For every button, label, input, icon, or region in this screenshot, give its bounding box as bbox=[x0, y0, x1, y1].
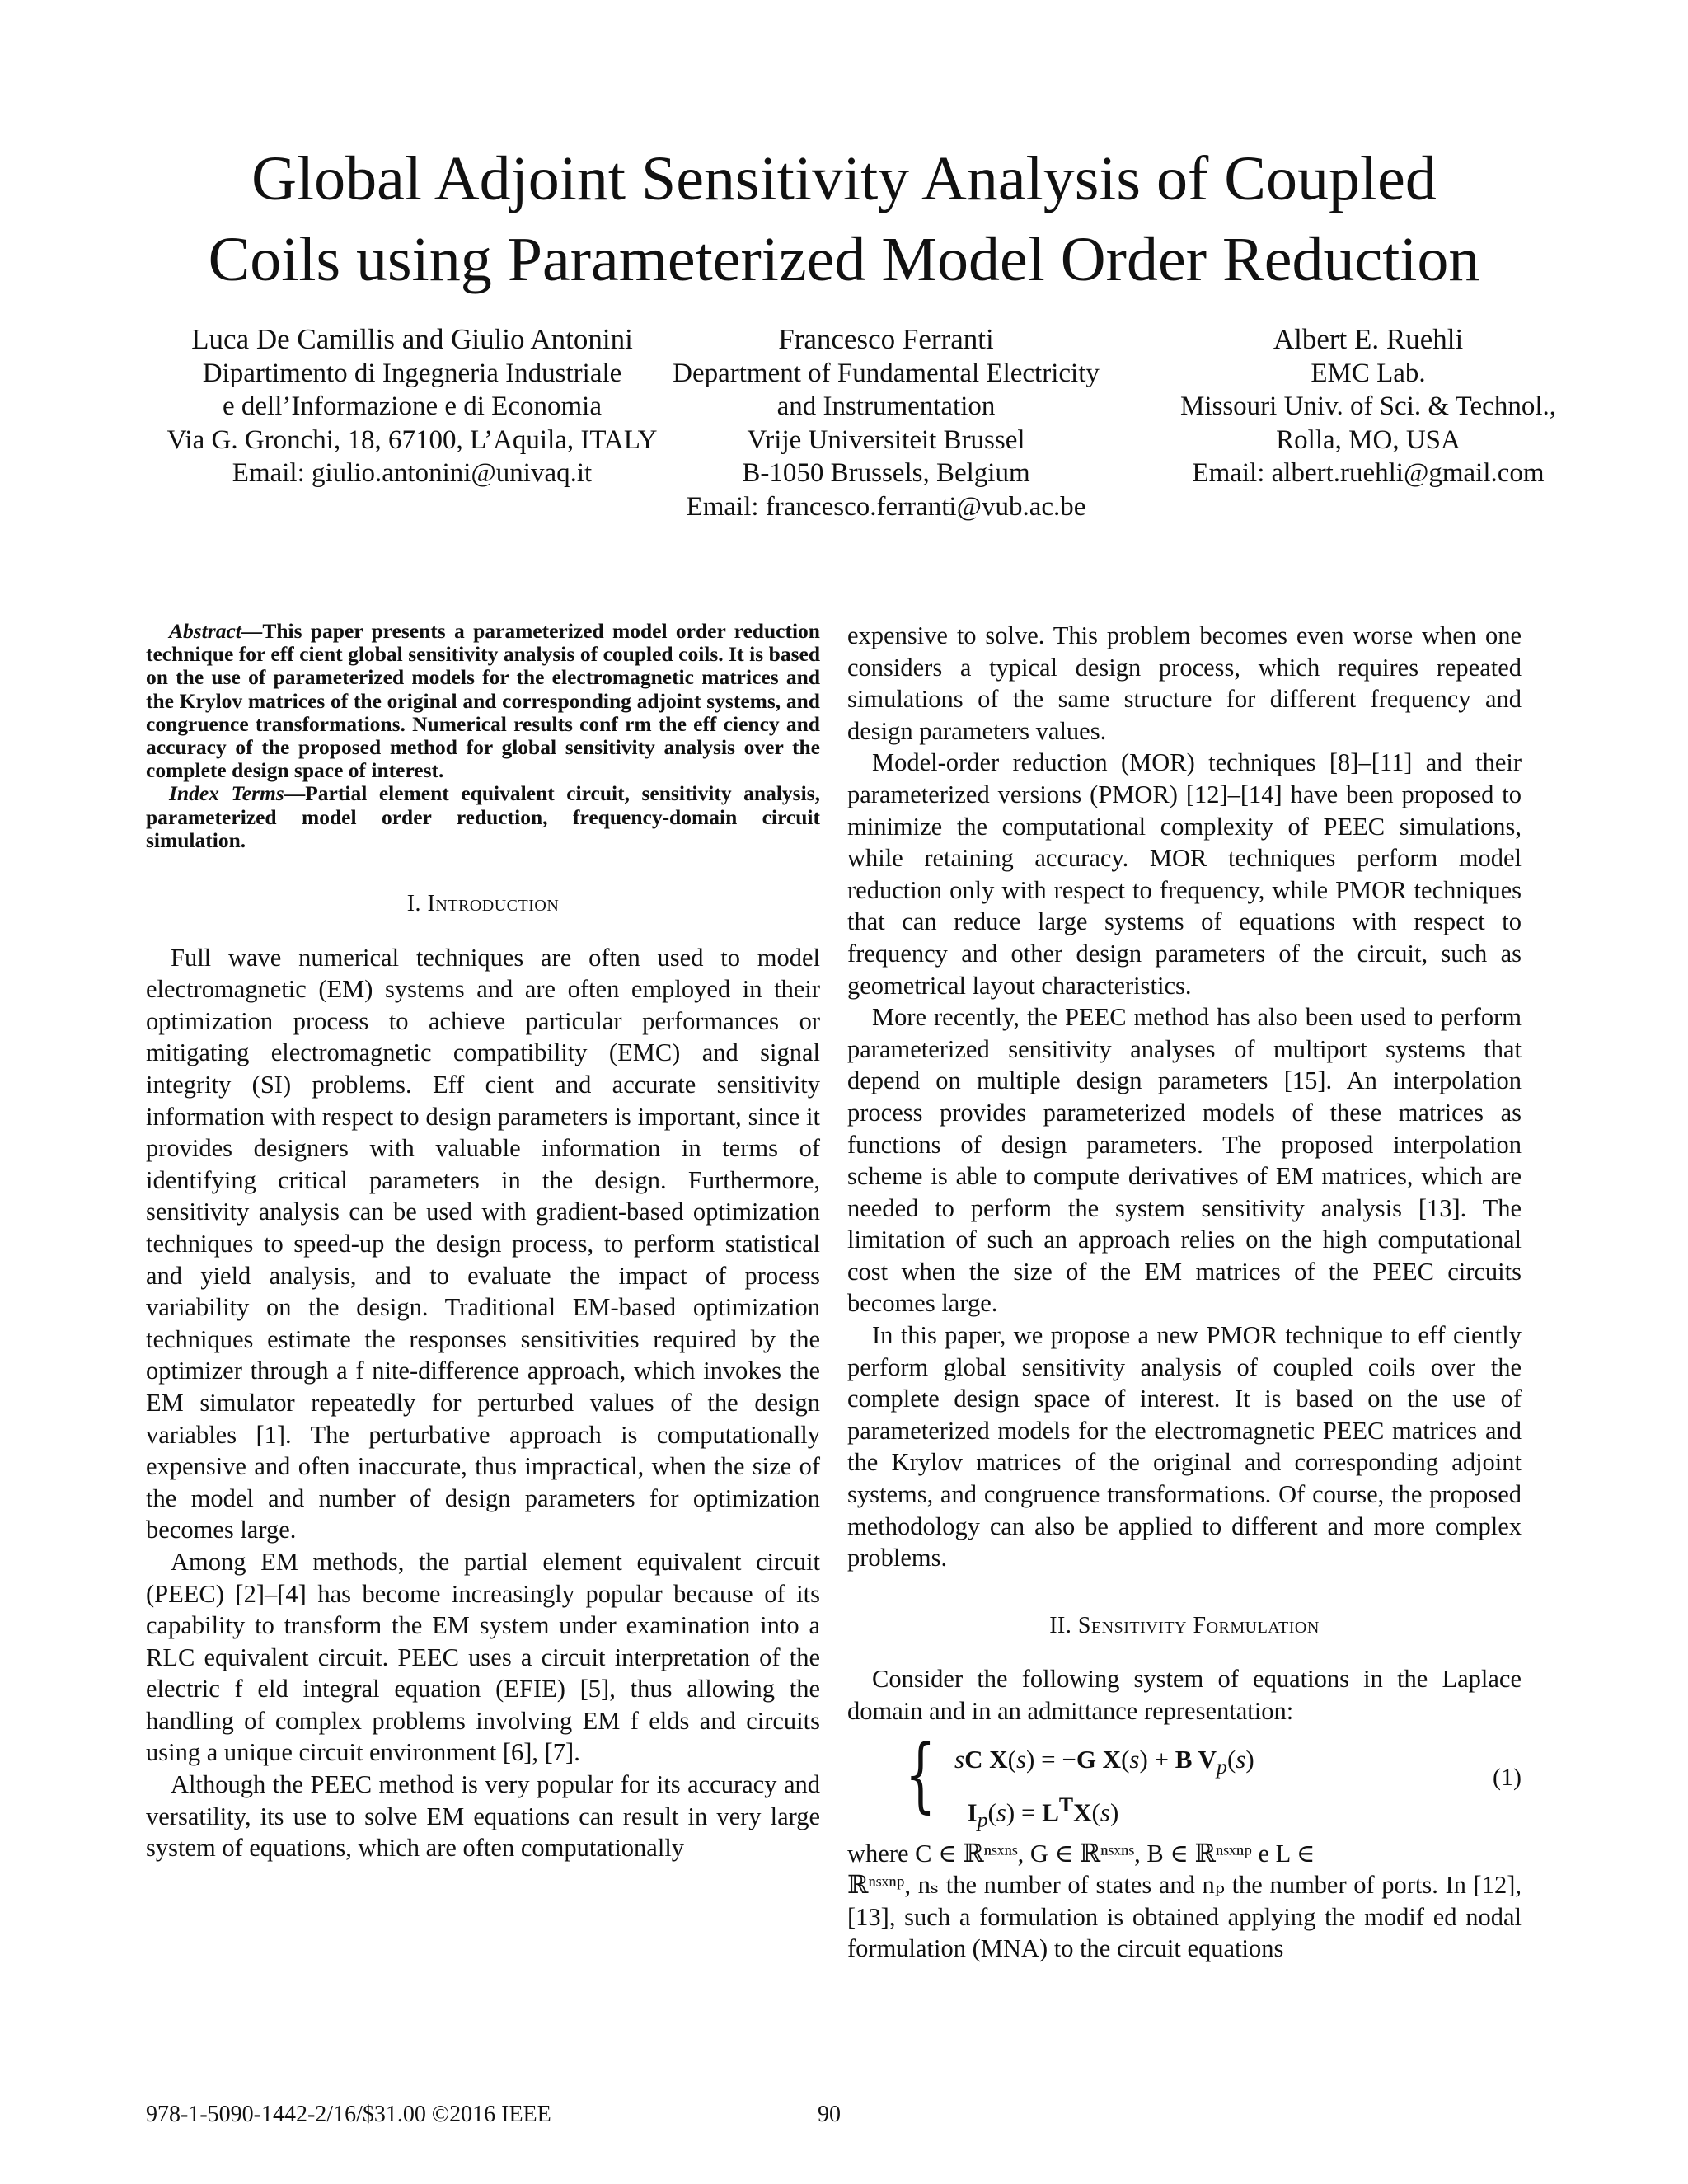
after-equation-line-1: where C ∈ ℝⁿˢˣⁿˢ, G ∈ ℝⁿˢˣⁿˢ, B ∈ ℝⁿˢˣⁿᵖ e L ∈ bbox=[847, 1839, 1315, 1868]
author-address: Rolla, MO, USA bbox=[1276, 424, 1461, 455]
intro-paragraph-5: More recently, the PEEC method has also been used to perform parameterized sensitivity analyses of multiport systems that depend on multiple design parameters [15]. An interpolation process provides parameterized models of these matrices as functions of design parameters. The proposed interpolation scheme is able to compute derivatives of EM matrices, which are needed to perform the system sensitivity analysis [13]. The limitation of such an approach relies on the high computational cost when the size of the EM matrices of the PEEC circuits becomes large. bbox=[847, 1003, 1522, 1318]
equation-number: (1) bbox=[1493, 1763, 1522, 1791]
author-affiliation: and Instrumentation bbox=[776, 391, 996, 421]
abstract-text: This paper presents a parameterized model order reduction technique for eff cient global sensitivity analysis of coupled coils. It is based on the use of parameterized models for the electromagnetic matrices and the Krylov matrices of the original and corresponding adjoint systems, and congruence transformations. Numerical results conf rm the eff ciency and accuracy of the proposed method for global sensitivity analysis over the complete design space of interest. bbox=[146, 619, 820, 783]
intro-paragraph-3-cont: expensive to solve. This problem becomes even worse when one considers a typical design process, which requires repeated simulations of the same structure for different frequency and design parameters values. bbox=[847, 621, 1522, 745]
title-line-2: Coils using Parameterized Model Order Reduction bbox=[208, 225, 1480, 294]
index-terms-text: —Partial element equivalent circuit, sensitivity analysis, parameterized model order reduction, frequency-domain circuit simulation. bbox=[146, 781, 820, 852]
section-heading-introduction bbox=[146, 888, 820, 921]
author-name: Albert E. Ruehli bbox=[1273, 323, 1464, 355]
index-terms bbox=[146, 782, 820, 852]
intro-paragraph-3: Although the PEEC method is very popular for its accuracy and versatility, its use to solve EM equations can result in very large system of equations, which are often computationally bbox=[146, 1770, 820, 1863]
footer-page-number: 90 bbox=[818, 2102, 841, 2127]
author-affiliation: Vrije Universiteit Brussel bbox=[747, 424, 1025, 455]
equation-1 bbox=[847, 1727, 1522, 1832]
right-column bbox=[847, 620, 1522, 1965]
author-affiliation: Department of Fundamental Electricity bbox=[673, 358, 1100, 388]
intro-paragraph-1: Full wave numerical techniques are often used to model electromagnetic (EM) systems and are often employed in their optimization process to achieve particular performances or mitigating electromagnetic compatibility (EMC) and signal integrity (SI) problems. Eff cient and accurate sensitivity information with respect to design parameters is important, since it provides designers with valuable information in terms of identifying critical parameters in the design. Furthermore, sensitivity analysis can be used with gradient-based optimization techniques to speed-up the design process, to perform statistical and yield analysis, and to evaluate the impact of process variability on the design. Traditional EM-based optimization techniques estimate the responses sensitivities required by the optimizer through a f nite-difference approach, which invokes the EM simulator repeatedly for perturbed values of the design variables [1]. The perturbative approach is computationally expensive and often inaccurate, thus impractical, when the size of the model and number of design parameters for optimization becomes large. bbox=[146, 943, 820, 1544]
author-block-2 bbox=[655, 323, 1117, 523]
section-numeral: I. bbox=[406, 891, 422, 917]
author-affiliation: Missouri Univ. of Sci. & Technol., bbox=[1179, 391, 1556, 421]
abstract-label: Abstract— bbox=[169, 619, 263, 643]
author-address: B-1050 Brussels, Belgium bbox=[742, 458, 1030, 488]
author-address: Via G. Gronchi, 18, 67100, L’Aquila, ITALY bbox=[166, 424, 658, 455]
title-line-1: Global Adjoint Sensitivity Analysis of Coupled bbox=[251, 144, 1437, 213]
author-name: Luca De Camillis and Giulio Antonini bbox=[191, 323, 633, 355]
author-affiliation: EMC Lab. bbox=[1311, 358, 1426, 388]
author-block-3 bbox=[1096, 323, 1640, 490]
equation-line-2: $I_p(s) = L^TX(s)$ bbox=[967, 1792, 1119, 1832]
paper-title bbox=[0, 138, 1688, 300]
section-title: Sensitivity Formulation bbox=[1077, 1612, 1320, 1638]
author-block-1 bbox=[115, 323, 709, 490]
author-email: Email: francesco.ferranti@vub.ac.be bbox=[686, 491, 1086, 522]
sens-paragraph-1: Consider the following system of equations in the Laplace domain and in an admittance representation: bbox=[847, 1665, 1522, 1725]
author-email: Email: albert.ruehli@gmail.com bbox=[1192, 458, 1545, 488]
author-email: Email: giulio.antonini@univaq.it bbox=[232, 458, 593, 488]
author-name: Francesco Ferranti bbox=[778, 323, 994, 355]
after-equation-text: ℝⁿˢˣⁿᵖ, nₛ the number of states and nₚ the number of ports. In [12], [13], such a formulation is obtained applying the modif ed nodal formulation (MNA) to the circuit equations bbox=[847, 1871, 1522, 1963]
section-heading-sensitivity bbox=[847, 1610, 1522, 1643]
footer-isbn: 978-1-5090-1442-2/16/$31.00 ©2016 IEEE bbox=[146, 2102, 551, 2127]
abstract bbox=[146, 620, 820, 782]
author-affiliation: e dell’Informazione e di Economia bbox=[223, 391, 602, 421]
equation-lines bbox=[954, 1741, 1254, 1840]
author-affiliation: Dipartimento di Ingegneria Industriale bbox=[202, 358, 622, 388]
section-numeral: II. bbox=[1049, 1612, 1072, 1638]
left-column bbox=[146, 620, 820, 1864]
equation-line-1: sC X(s) = −G X(s) + B $V_p(s)$ bbox=[954, 1744, 1254, 1779]
index-terms-label: Index Terms bbox=[169, 781, 284, 806]
intro-paragraph-6: In this paper, we propose a new PMOR technique to eff ciently perform global sensitivity analysis of coupled coils over the complete design space of interest. It is based on the use of parameterized models for the electromagnetic PEEC matrices and the Krylov matrices of the original and corresponding adjoint systems, and congruence transformations. Of course, the proposed methodology can also be applied to different and more complex problems. bbox=[847, 1321, 1522, 1572]
intro-paragraph-4: Model-order reduction (MOR) techniques [8]–[11] and their parameterized versions (PMOR) [12]–[14] have been proposed to minimize the computational complexity of PEEC simulations, while retaining accuracy. MOR techniques perform model reduction only with respect to frequency, while PMOR techniques that can reduce large systems of equations with respect to frequency and other design parameters of the circuit, such as geometrical layout characteristics. bbox=[847, 748, 1522, 1000]
equation-brace: { bbox=[905, 1727, 936, 1822]
intro-paragraph-2: Among EM methods, the partial element equivalent circuit (PEEC) [2]–[4] has become increasingly popular because of its capability to transform the EM system under examination into a RLC equivalent circuit. PEEC uses a circuit interpretation of the electric f eld integral equation (EFIE) [5], thus allowing the handling of complex problems involving EM f elds and circuits using a unique circuit environment [6], [7]. bbox=[146, 1547, 820, 1767]
section-title: Introduction bbox=[427, 891, 560, 917]
